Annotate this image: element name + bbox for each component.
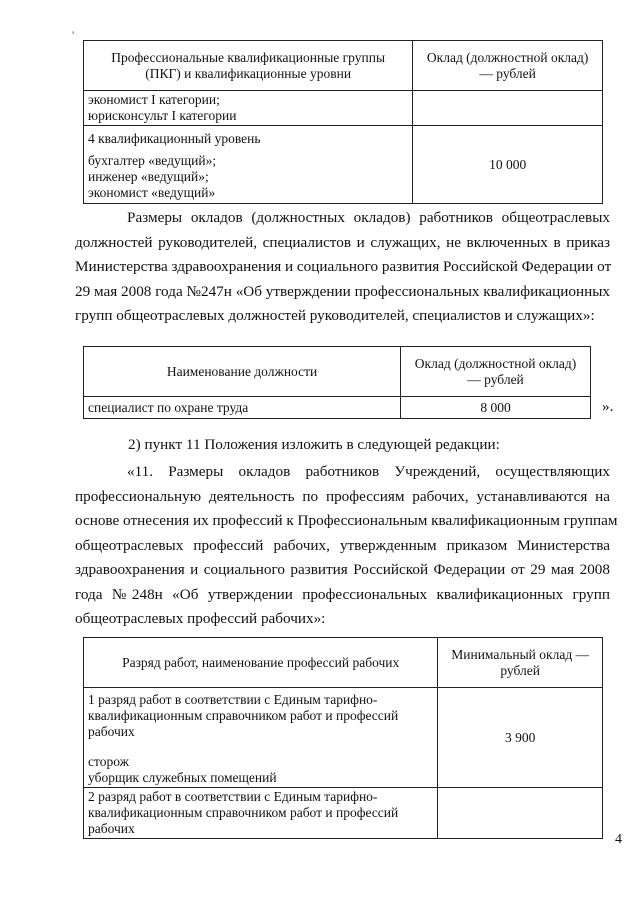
paragraph-salaries-general: Размеры окладов (должностных окладов) работников общеотраслевых должностей руководителей, специалистов и служащих, не включенных в приказ Министерства здравоохранения и социального развития Российской Федерации от 29 мая 2008 года №247н «Об утверждении профессиональных квалификационных групп общеотраслевых должностей руководителей, специалистов и служащих»: xyxy=(75,209,612,324)
table2-row-salary: 8 000 xyxy=(401,397,591,419)
page-number: 4 xyxy=(615,832,622,847)
table3-row2-min-salary xyxy=(438,788,603,839)
table3-row2-grade: 2 разряд работ в соответствии с Единым тарифно- квалификационным справочником работ и профессий рабочих xyxy=(84,788,438,839)
table1-row2-positions: 4 квалификационный уровень бухгалтер «ведущий»; инженер «ведущий»; экономист «ведущий» xyxy=(84,126,413,204)
table2-closing-quote: ». xyxy=(602,398,614,415)
table2-header-position: Наименование должности xyxy=(84,347,401,397)
table3-row1-min-salary: 3 900 xyxy=(438,688,603,788)
table2-header-salary: Оклад (должностной оклад) — рублей xyxy=(401,347,591,397)
table3-header-grade: Разряд работ, наименование профессий рабочих xyxy=(84,638,438,688)
table3-row1-grade: 1 разряд работ в соответствии с Единым тарифно- квалификационным справочником работ и профессий рабочих сторож уборщик служебных помещений xyxy=(84,688,438,788)
table3-header-min-salary: Минимальный оклад — рублей xyxy=(438,638,603,688)
scan-mark: ' xyxy=(72,28,75,42)
qualification-groups-table xyxy=(83,40,603,204)
table1-header-salary: Оклад (должностной оклад) — рублей xyxy=(413,41,603,91)
worker-grades-table xyxy=(83,637,603,839)
paragraph-worker-salaries: «11. Размеры окладов работников Учреждений, осуществляющих профессиональную деятельность по профессиям рабочих, устанавливаются на основе отнесения их профессий к Профессиональным квалификационным группам общеотраслевых профессий рабочих, утвержденным приказом Министерства здравоохранения и социального развития Российской Федерации от 29 мая 2008 года №248н «Об утверждении профессиональных квалификационных групп общеотраслевых профессий рабочих»: xyxy=(75,463,618,627)
table1-header-groups: Профессиональные квалификационные группы (ПКГ) и квалификационные уровни xyxy=(84,41,413,91)
table2-row-position: специалист по охране труда xyxy=(84,397,401,419)
table1-row1-positions: экономист I категории; юрисконсульт I категории xyxy=(84,91,413,126)
positions-salary-table xyxy=(83,346,591,419)
table1-row2-salary: 10 000 xyxy=(413,126,603,204)
table1-row1-salary xyxy=(413,91,603,126)
point-2-heading: 2) пункт 11 Положения изложить в следующей редакции: xyxy=(128,436,500,453)
